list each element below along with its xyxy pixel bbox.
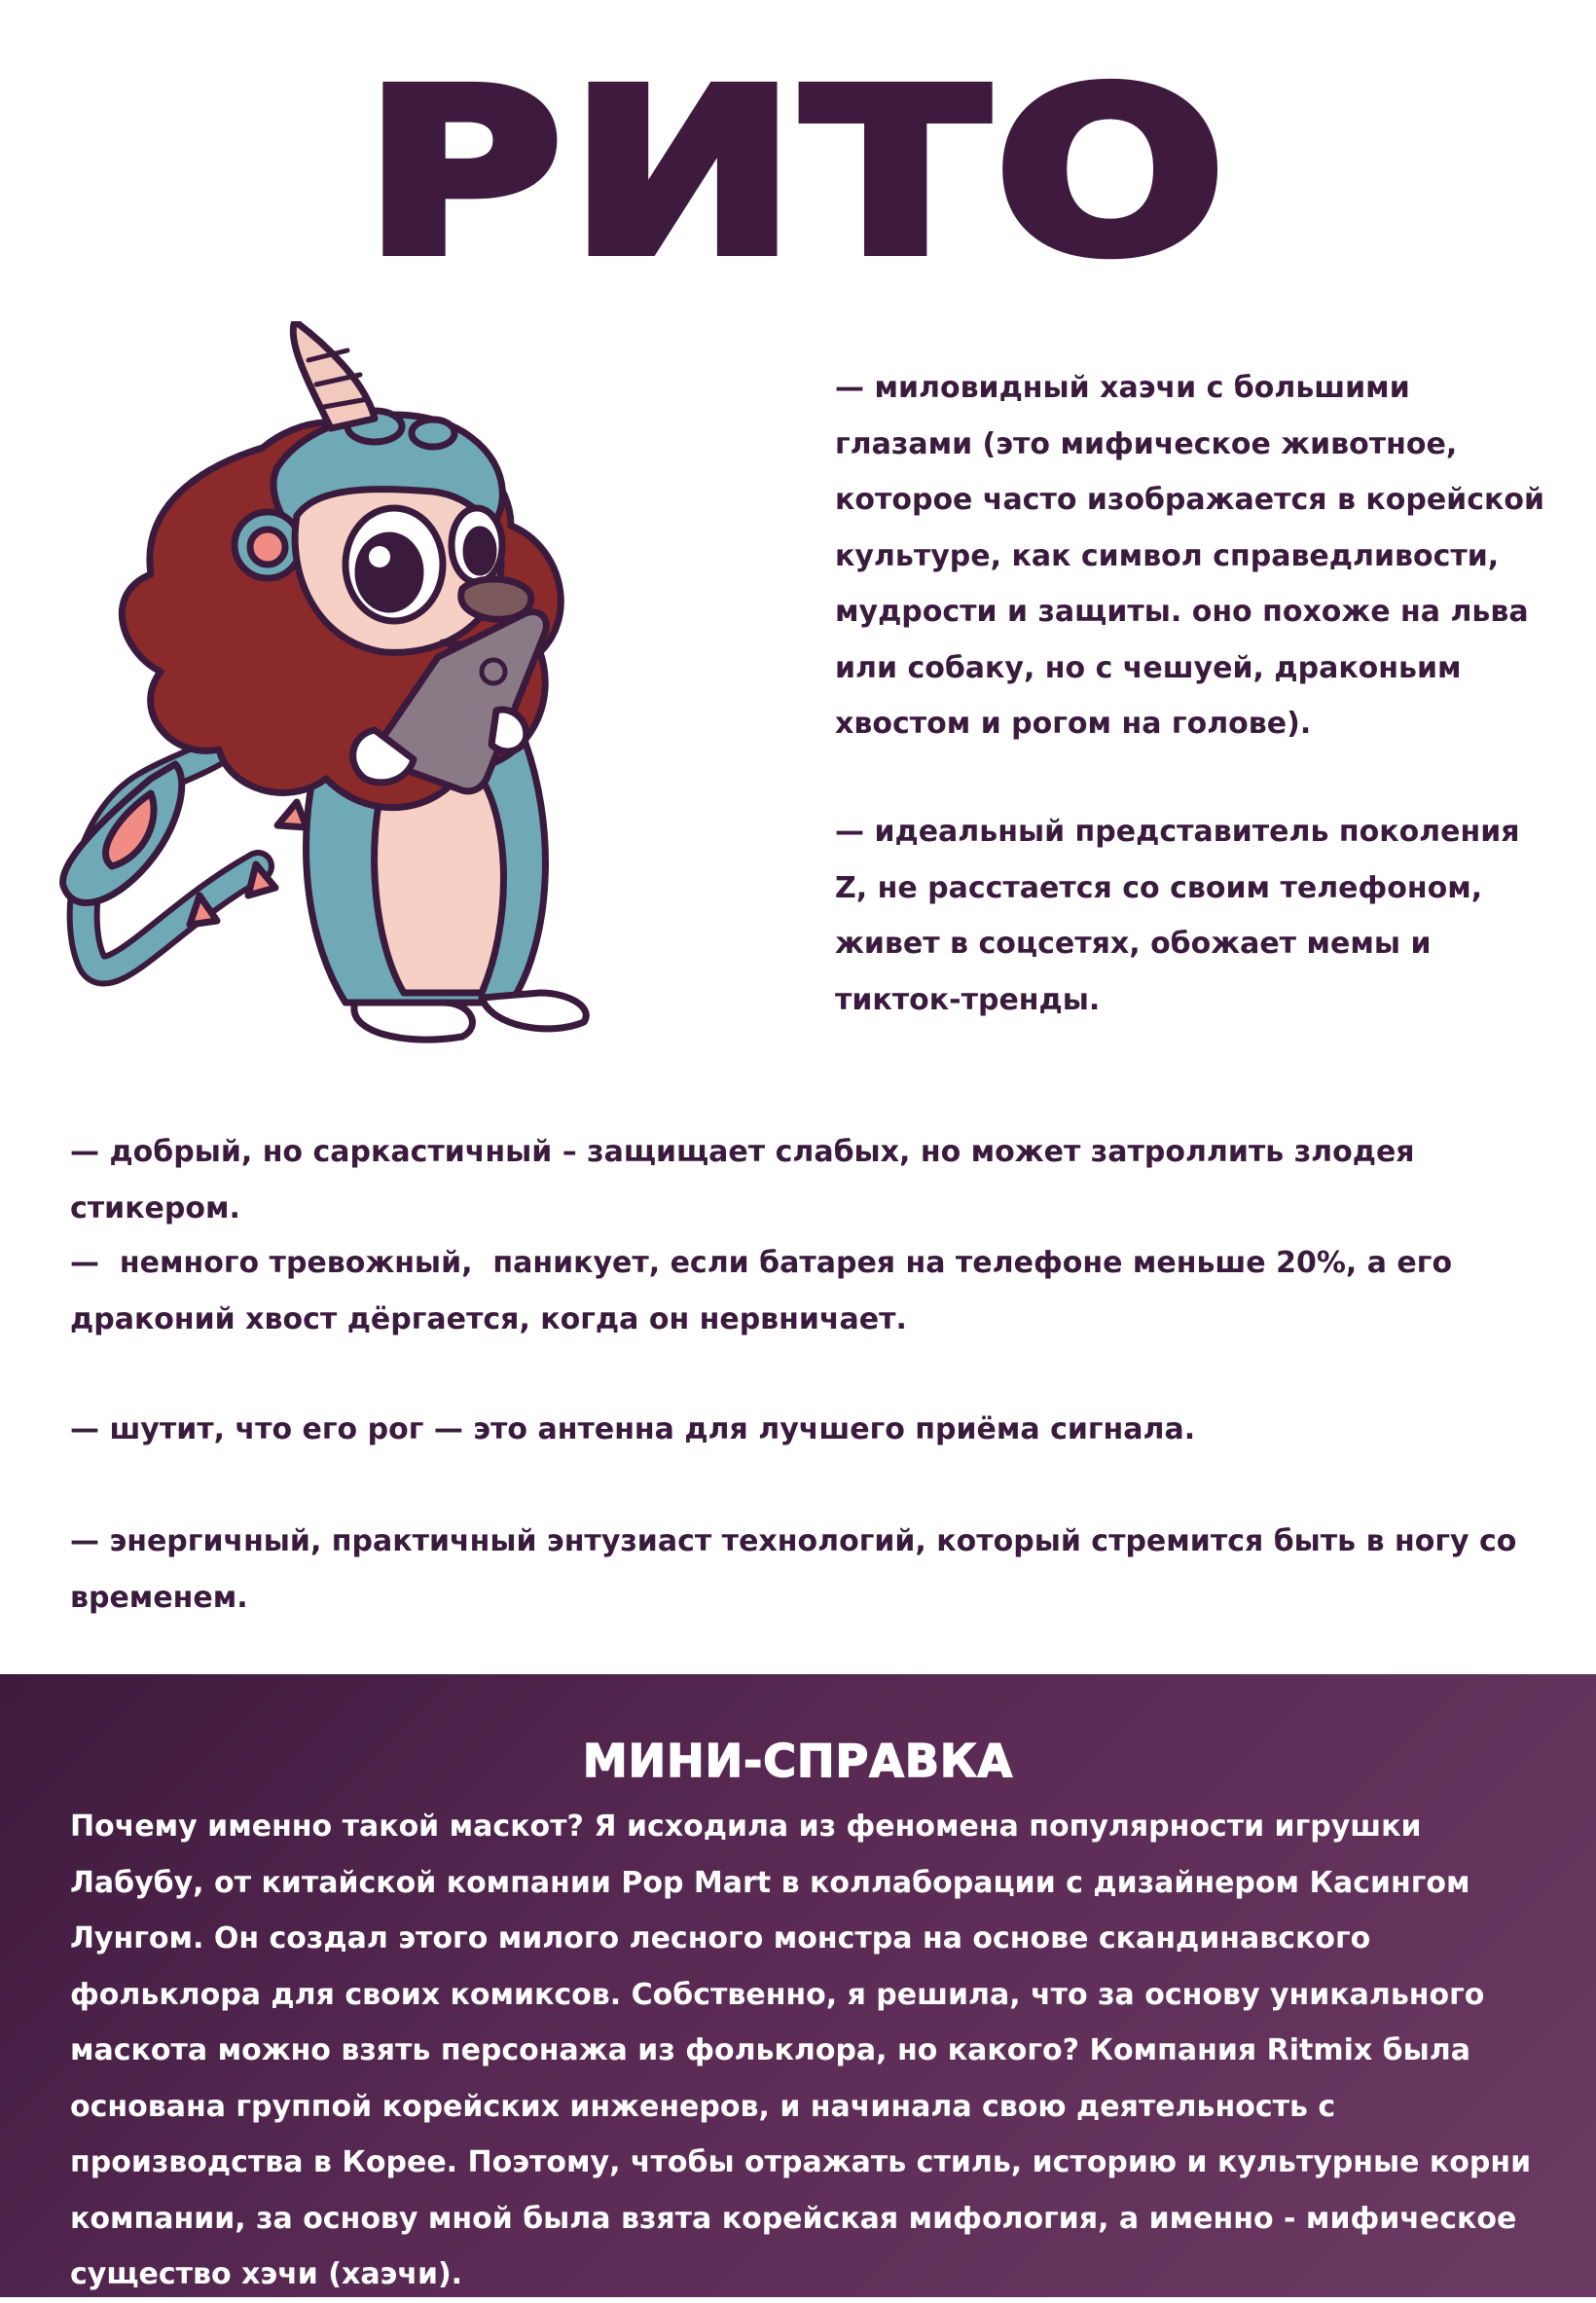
trait-item: — немного тревожный, паникует, если батарея на телефоне меньше 20%, а его драконий хвост дёргается, когда он нервничает. (70, 1246, 1463, 1336)
reference-banner (0, 1674, 1596, 2297)
reference-title: МИНИ-СПРАВКА (582, 1735, 1014, 1787)
description-paragraph-1: — миловидный хаэчи с большими глазами (это мифическое животное, которое часто изображается в корейской культуре, как символ справедливости, мудрости и защиты. оно похоже на льва или собаку, но с чешуей, драконьим хвостом и рогом на голове). (835, 371, 1555, 741)
trait-item: — добрый, но саркастичный – защищает слабых, но может затроллить злодея стикером. (70, 1135, 1426, 1225)
reference-text: Почему именно такой маскот? Я исходила из феномена популярности игрушки Лабубу, от китайской компании Pop Mart в коллаборации с дизайнером Касингом Лунгом. Он создал этого милого лесного монстра на основе скандинавского фольклора для своих комиксов. Собственно, я решила, что за основу уникального маскота можно взять персонажа из фольклора, но какого? Компания Ritmix была основана группой корейских инженеров, и начинала свою деятельность с производства в Корее. Поэтому, чтобы отражать стиль, историю и культурные корни компании, за основу мной была взята корейская мифология, а именно - мифическое существо хэчи (хаэчи). (70, 1810, 1532, 2291)
description-paragraph-2: — идеальный представитель поколения Z, не расстается со своим телефоном, живет в соцсетях, обожает мемы и тикток-тренды. (835, 815, 1530, 1017)
page-title: РИТО (363, 42, 1233, 305)
trait-item: — энергичный, практичный энтузиаст технологий, который стремится быть в ногу со временем. (70, 1524, 1527, 1615)
trait-item: — шутит, что его рог — это антенна для лучшего приёма сигнала. (70, 1412, 1196, 1446)
haechi-mascot-illustration (54, 321, 735, 1061)
